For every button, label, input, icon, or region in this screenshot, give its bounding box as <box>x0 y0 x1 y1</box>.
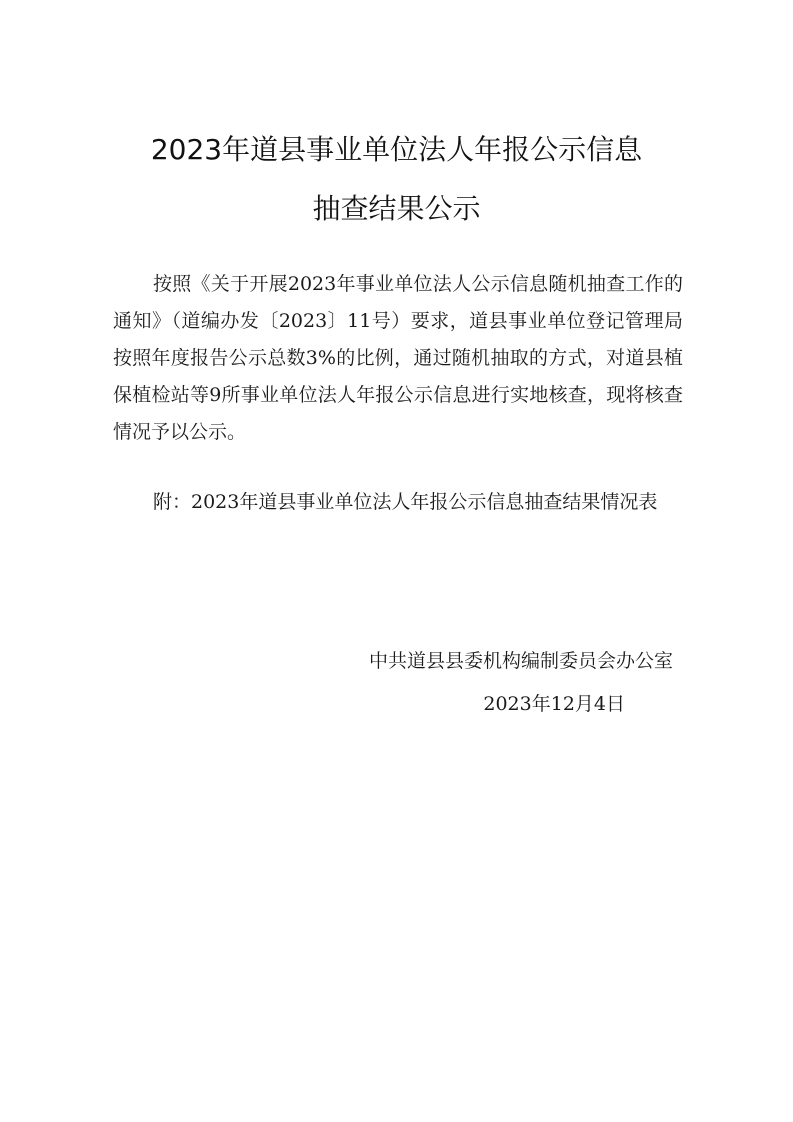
signature-date: 2023年12月4日 <box>483 693 625 715</box>
signature-organization: 中共道县县委机构编制委员会办公室 <box>368 650 673 672</box>
attachment-note: 附：2023年道县事业单位法人年报公示信息抽查结果情况表 <box>153 491 658 513</box>
page-subtitle: 抽查结果公示 <box>312 191 481 225</box>
body-paragraph: 按照《关于开展2023年事业单位法人公示信息随机抽查工作的通知》（道编办发〔2023〕11号）要求，道县事业单位登记管理局按照年度报告公示总数3%的比例，通过随机抽取的方式，对道县植保植检站等9所事业单位法人年报公示信息进行实地核查，现将核查情况予以公示。 <box>113 273 683 443</box>
page-title: 2023年道县事业单位法人年报公示信息 <box>150 132 643 166</box>
